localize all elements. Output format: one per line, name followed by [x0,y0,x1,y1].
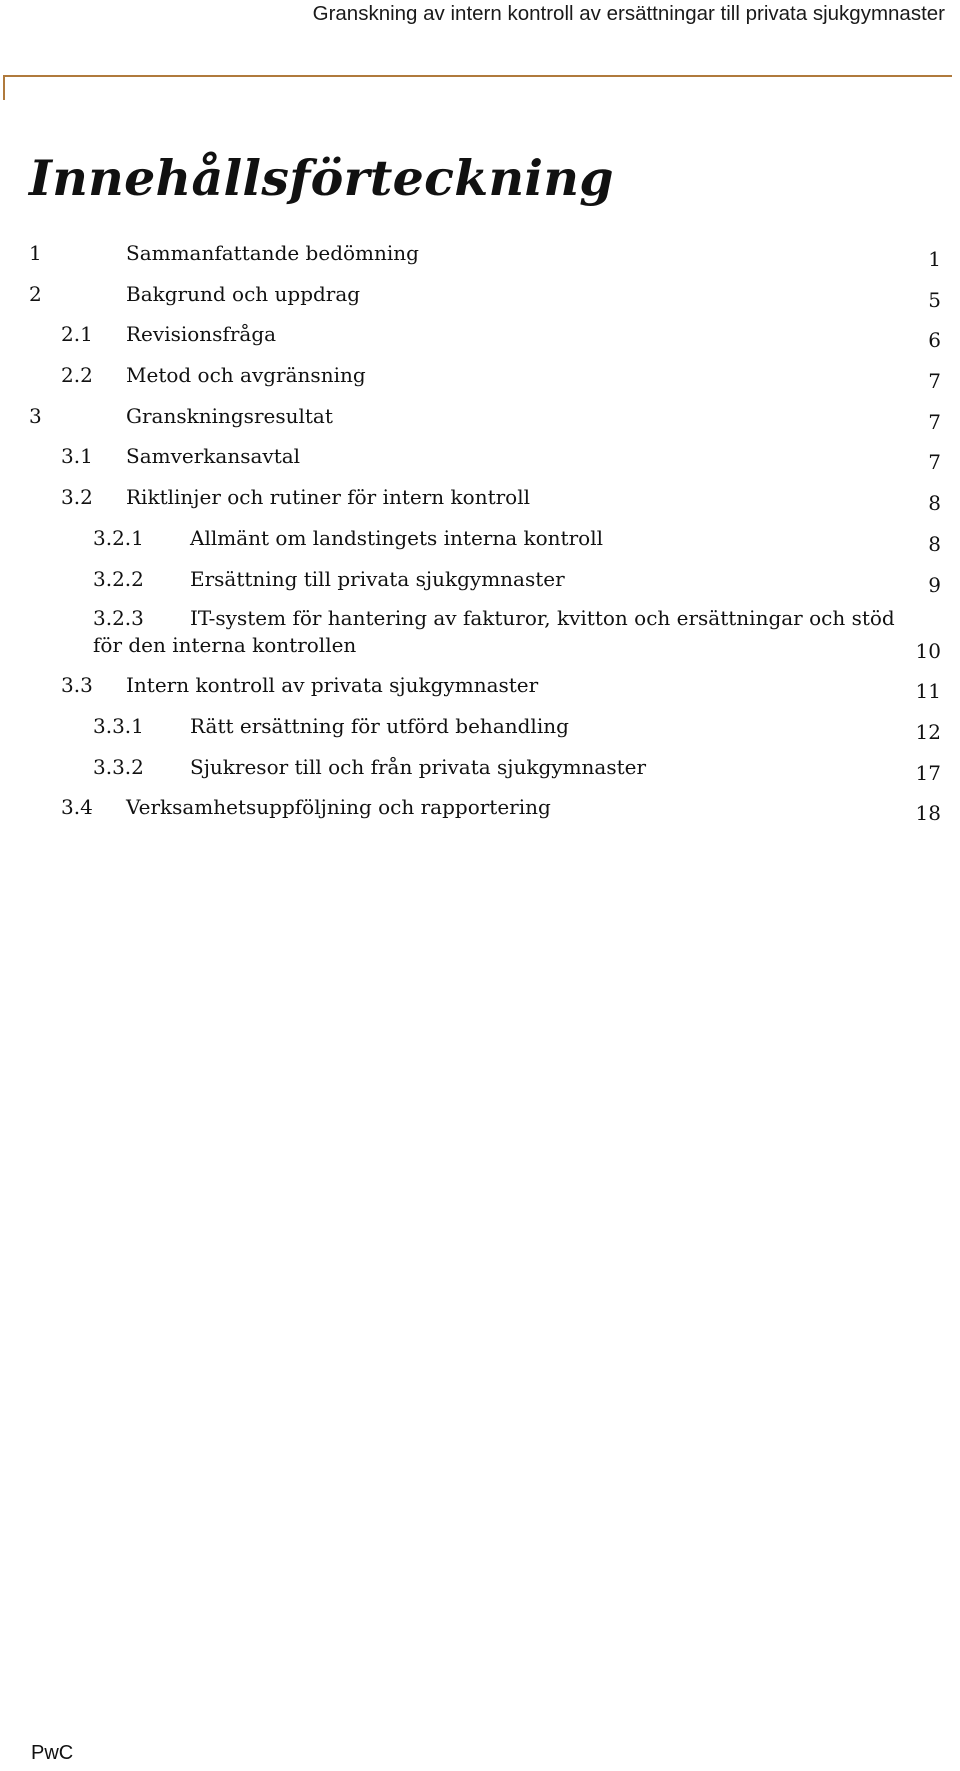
toc-entry-number: 3.1 [61,444,93,469]
toc-entry-3[interactable] [0,399,960,440]
toc-entry-label: Riktlinjer och rutiner för intern kontroll [126,485,531,510]
toc-entry-label: Granskningsresultat [126,403,333,428]
toc-entry-page: 10 [915,639,941,664]
toc-entry-number: 2.2 [61,363,93,388]
toc-entry-number: 3.3.2 [93,754,144,779]
toc-entry-page: 18 [915,801,941,826]
toc-entry-3-2[interactable] [0,480,960,521]
toc-entry-label: Bakgrund och uppdrag [126,281,361,306]
toc-entry-label-wrapped [93,605,923,659]
toc-entry-label: Metod och avgränsning [126,363,366,388]
toc-entry-label: Verksamhetsuppföljning och rapportering [126,795,551,820]
toc-entry-3-4[interactable] [0,790,960,831]
toc-entry-page: 7 [928,369,941,394]
toc-entry-3-1[interactable] [0,439,960,480]
toc-entry-number: 1 [29,241,42,265]
toc-entry-3-2-2[interactable] [0,562,960,603]
toc-entry-number: 2 [29,281,42,306]
footer-brand: PwC [31,1742,74,1764]
toc-entry-page: 11 [915,679,941,704]
toc-entry-3-2-3[interactable] [0,602,960,668]
toc-entry-3-3-2[interactable] [0,750,960,791]
toc-entry-2[interactable] [0,277,960,318]
toc-entry-page: 1 [928,247,941,271]
toc-entry-number: 3.3.1 [93,713,144,738]
toc-entry-number: 3.2.1 [93,525,144,550]
toc-entry-number: 3.2 [61,485,93,510]
toc-entry-3-3[interactable] [0,668,960,709]
toc-entry-label: Revisionsfråga [126,322,277,347]
table-of-contents [0,236,960,831]
toc-entry-label: Intern kontroll av privata sjukgymnaster [126,673,539,698]
toc-entry-page: 12 [915,719,941,744]
toc-entry-number: 3.3 [61,673,93,698]
header-rule [3,75,952,100]
toc-entry-page: 7 [928,450,941,475]
toc-entry-page: 17 [915,760,941,785]
toc-entry-label: Sjukresor till och från privata sjukgymnaster [190,754,647,779]
toc-entry-page: 8 [928,491,941,516]
toc-entry-number: 3 [29,403,42,428]
toc-entry-label: Sammanfattande bedömning [126,241,419,265]
toc-entry-label: Allmänt om landstingets interna kontroll [190,525,603,550]
toc-entry-page: 7 [928,409,941,434]
toc-entry-2-2[interactable] [0,358,960,399]
toc-entry-label: Samverkansavtal [126,444,301,469]
toc-entry-3-2-1[interactable] [0,521,960,562]
toc-entry-page: 5 [928,287,941,312]
toc-entry-number: 3.2.3 [93,606,144,631]
toc-entry-label: IT-system för hantering av fakturor, kvitton och ersättningar och stöd för den interna kontrollen [93,606,895,658]
toc-entry-number: 3.2.2 [93,566,144,591]
toc-entry-page: 6 [928,328,941,353]
toc-entry-label: Rätt ersättning för utförd behandling [190,713,569,738]
toc-entry-page: 8 [928,531,941,556]
toc-entry-page: 9 [928,572,941,597]
toc-entry-3-3-1[interactable] [0,709,960,750]
toc-entry-1[interactable] [0,236,960,277]
toc-entry-number: 2.1 [61,322,93,347]
toc-title: Innehållsförteckning [29,149,614,207]
toc-entry-label: Ersättning till privata sjukgymnaster [190,566,565,591]
running-header-title: Granskning av intern kontroll av ersättningar till privata sjukgymnaster [312,2,945,25]
toc-entry-2-1[interactable] [0,317,960,358]
toc-entry-number: 3.4 [61,795,93,820]
